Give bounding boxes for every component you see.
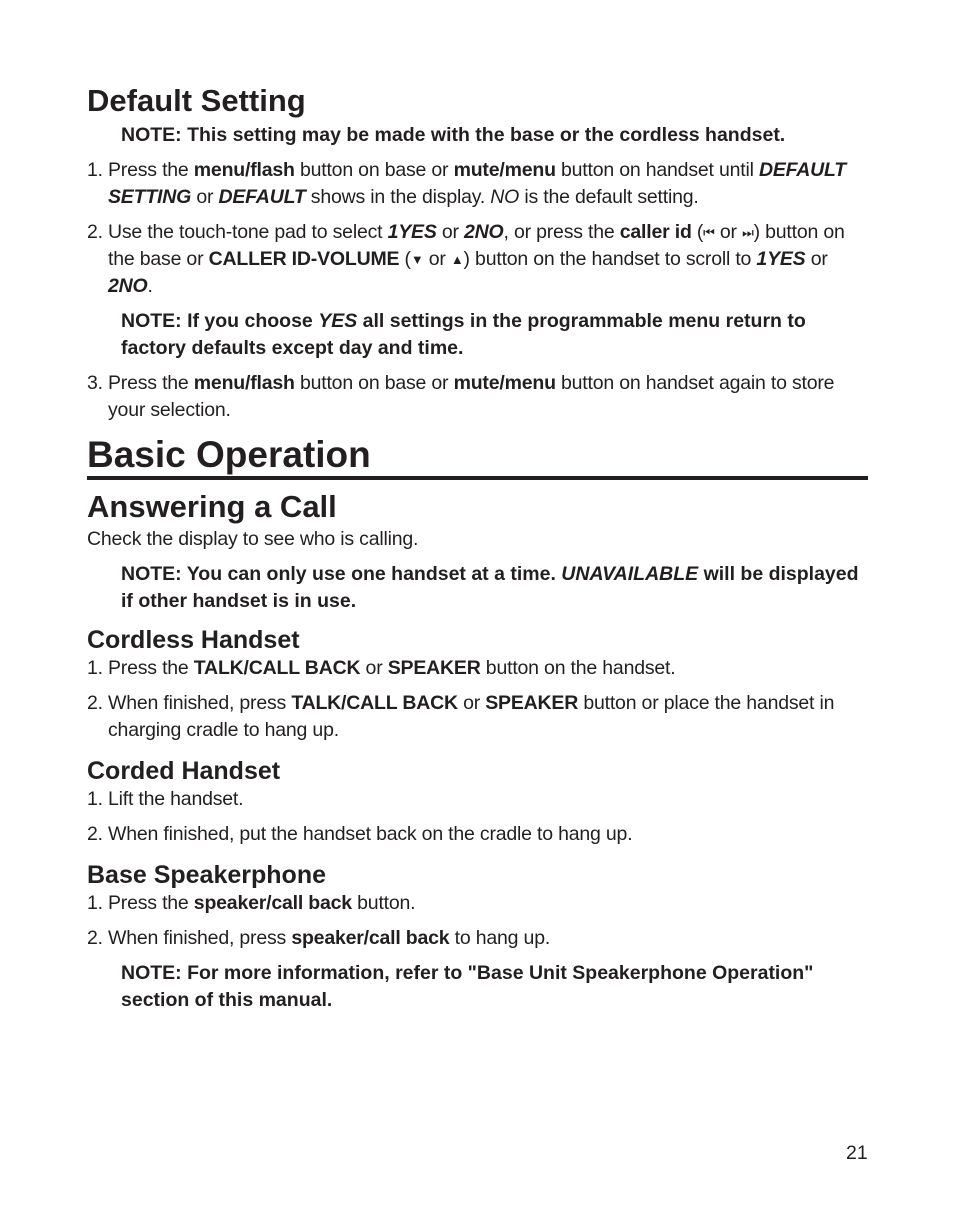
yes-reset-note: NOTE: If you choose YES all settings in the programmable menu return to factory defaults except day and time. (121, 310, 806, 359)
corded-step-1: 1. Lift the handset. (87, 788, 244, 810)
skip-back-icon: ⏮ (703, 225, 715, 240)
speakerphone-step-1: 1. Press the speaker/call back button. (87, 892, 416, 914)
speakerphone-step-2: 2. When finished, press speaker/call back to hang up. (87, 927, 551, 949)
skip-forward-icon: ⏭ (742, 225, 754, 240)
default-step-3: 3. Press the menu/flash button on base or mute/menu button on handset again to store your selection. (87, 372, 835, 421)
default-setting-steps (87, 157, 868, 300)
default-setting-note: NOTE: This setting may be made with the base or the cordless handset. (121, 124, 786, 146)
answering-intro: Check the display to see who is calling. (87, 528, 419, 550)
one-handset-note: NOTE: You can only use one handset at a time. UNAVAILABLE will be displayed if other handset is in use. (121, 563, 859, 612)
corded-step-2: 2. When finished, put the handset back on the cradle to hang up. (87, 823, 633, 845)
answering-call-heading: Answering a Call (87, 489, 337, 524)
corded-handset-heading: Corded Handset (87, 757, 281, 785)
cordless-steps (87, 655, 868, 744)
page-number: 21 (846, 1142, 868, 1164)
basic-operation-heading: Basic Operation (87, 434, 868, 480)
default-step-1: 1. Press the menu/flash button on base or mute/menu button on handset until DEFAULT SETTING or DEFAULT shows in the display. NO is the default setting. (87, 159, 847, 208)
arrow-down-icon: ▼ (410, 252, 424, 267)
default-step-2: 2. Use the touch-tone pad to select 1YES or 2NO, or press the caller id (⏮ or ⏭) button on the base or CALLER ID-VOLUME (▼ or ▲) button on the handset to scroll to 1YES or 2NO. (87, 221, 845, 297)
cordless-step-2: 2. When finished, press TALK/CALL BACK or SPEAKER button or place the handset in charging cradle to hang up. (87, 692, 835, 741)
arrow-up-icon: ▲ (450, 252, 464, 267)
default-setting-steps-cont (87, 370, 868, 424)
default-setting-heading: Default Setting (87, 83, 306, 118)
speakerphone-steps (87, 890, 868, 952)
corded-steps (87, 786, 868, 848)
manual-page (87, 82, 868, 1014)
cordless-handset-heading: Cordless Handset (87, 626, 300, 654)
speakerphone-note: NOTE: For more information, refer to "Base Unit Speakerphone Operation" section of this manual. (121, 962, 814, 1011)
base-speakerphone-heading: Base Speakerphone (87, 861, 326, 889)
cordless-step-1: 1. Press the TALK/CALL BACK or SPEAKER button on the handset. (87, 657, 676, 679)
